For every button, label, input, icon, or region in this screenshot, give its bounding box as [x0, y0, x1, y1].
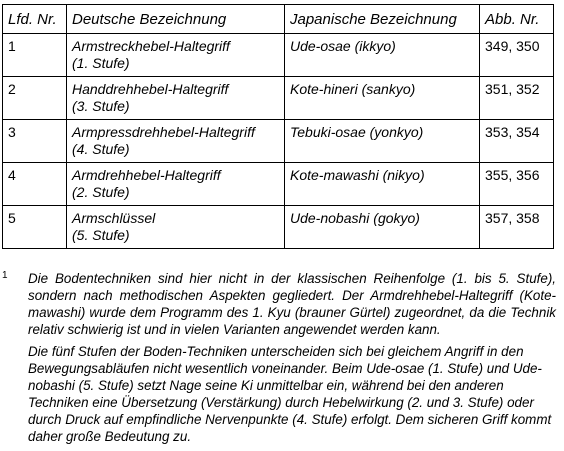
cell-deutsche-bezeichnung	[67, 206, 285, 249]
cell-deutsche-bezeichnung	[67, 163, 285, 206]
footnote-paragraph: Die Bodentechniken sind hier nicht in der klassischen Reihenfolge (1. bis 5. Stufe), sondern nach methodischen Aspekten gegliedert. Der Armdrehhebel-Haltegriff (Kote-mawashi) wurde dem Programm des 1. Kyu (brauner Gürtel) zugeordnet, da die Technik relativ schwierig ist und in vielen Varianten angewendet werden kann.	[28, 271, 556, 337]
cell-de-name: Armschlüssel	[72, 210, 156, 226]
cell-nr: 2	[3, 77, 67, 120]
cell-nr: 4	[3, 163, 67, 206]
cell-japanische-bezeichnung: Kote-mawashi (nikyo)	[285, 163, 480, 206]
table-row	[3, 206, 554, 249]
technique-table	[2, 4, 554, 249]
cell-nr: 1	[3, 34, 67, 77]
cell-abb-nr: 353, 354	[480, 120, 554, 163]
footnote-marker: 1	[2, 270, 8, 281]
cell-de-stufe: (3. Stufe)	[72, 98, 130, 114]
cell-de-stufe: (1. Stufe)	[72, 55, 130, 71]
cell-japanische-bezeichnung: Tebuki-osae (yonkyo)	[285, 120, 480, 163]
header-deutsche-bezeichnung: Deutsche Bezeichnung	[67, 5, 285, 34]
cell-de-name: Armdrehhebel-Haltegriff	[72, 167, 221, 183]
cell-japanische-bezeichnung: Ude-nobashi (gokyo)	[285, 206, 480, 249]
cell-de-stufe: (2. Stufe)	[72, 184, 130, 200]
table-row	[3, 120, 554, 163]
table-header-row	[3, 5, 554, 34]
cell-abb-nr: 357, 358	[480, 206, 554, 249]
cell-deutsche-bezeichnung	[67, 34, 285, 77]
table-row	[3, 34, 554, 77]
cell-nr: 5	[3, 206, 67, 249]
cell-abb-nr: 351, 352	[480, 77, 554, 120]
cell-deutsche-bezeichnung	[67, 77, 285, 120]
header-japanische-bezeichnung: Japanische Bezeichnung	[285, 5, 480, 34]
header-lfd-nr: Lfd. Nr.	[3, 5, 67, 34]
cell-japanische-bezeichnung: Kote-hineri (sankyo)	[285, 77, 480, 120]
footnote	[2, 270, 557, 445]
cell-de-name: Armpressdrehhebel-Haltegriff	[72, 124, 255, 140]
footnote-paragraph: Die fünf Stufen der Boden-Techniken unterscheiden sich bei gleichem Angriff in den Bewegungsabläufen nicht wesentlich voneinander. Beim Ude-osae (1. Stufe) und Ude-nobashi (5. Stufe) setzt Nage seine Ki unmittelbar ein, während bei den anderen Techniken eine Übersetzung (Verstärkung) durch Hebelwirkung (2. und 3. Stufe) oder durch Druck auf empfindliche Nervenpunkte (4. Stufe) erfolgt. Dem sicheren Griff kommt daher große Bedeutung zu.	[28, 344, 552, 444]
cell-deutsche-bezeichnung	[67, 120, 285, 163]
header-abb-nr: Abb. Nr.	[480, 5, 554, 34]
cell-abb-nr: 355, 356	[480, 163, 554, 206]
table-row	[3, 77, 554, 120]
cell-japanische-bezeichnung: Ude-osae (ikkyo)	[285, 34, 480, 77]
cell-de-name: Armstreckhebel-Haltegriff	[72, 38, 230, 54]
cell-de-name: Handdrehhebel-Haltegriff	[72, 81, 229, 97]
cell-de-stufe: (5. Stufe)	[72, 227, 130, 243]
cell-nr: 3	[3, 120, 67, 163]
technique-table-container	[2, 4, 553, 249]
cell-de-stufe: (4. Stufe)	[72, 141, 130, 157]
table-row	[3, 163, 554, 206]
cell-abb-nr: 349, 350	[480, 34, 554, 77]
